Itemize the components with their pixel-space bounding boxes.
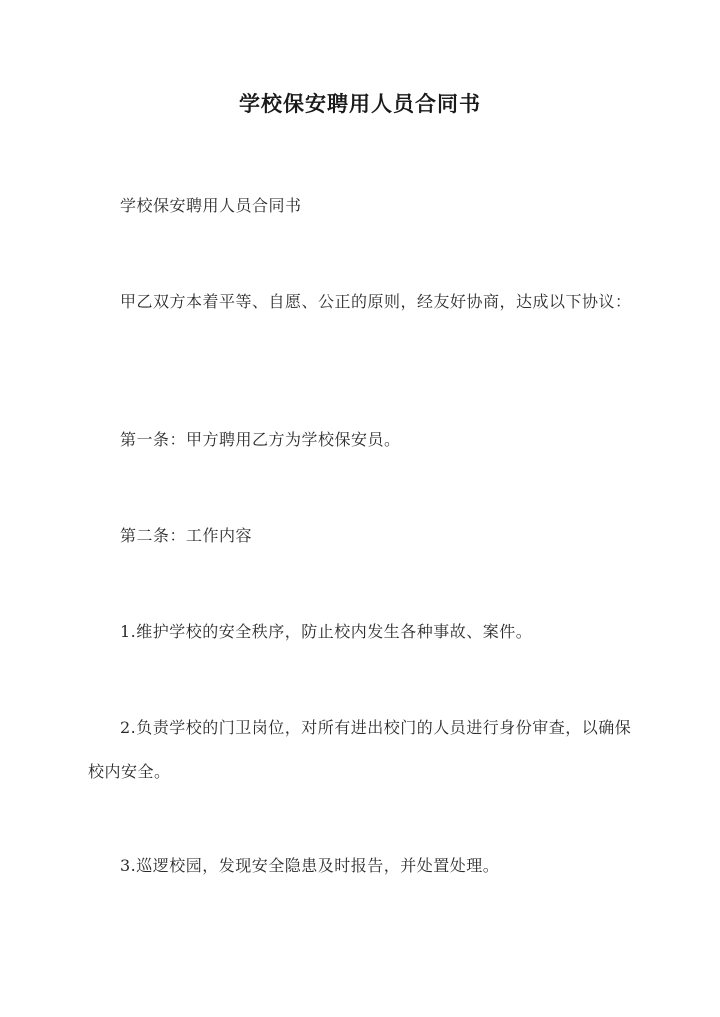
paragraph-article-2: 第二条：工作内容 [120,526,253,545]
paragraph-article-1: 第一条：甲方聘用乙方为学校保安员。 [120,430,401,449]
paragraph-item-1: 1.维护学校的安全秩序，防止校内发生各种事故、案件。 [120,622,533,641]
document-title: 学校保安聘用人员合同书 [239,91,481,116]
paragraph-item-2: 2.负责学校的门卫岗位，对所有进出校门的人员进行身份审查，以确保校内安全。 [88,718,632,781]
paragraph-item-3: 3.巡逻校园，发现安全隐患及时报告，并处置处理。 [120,856,500,875]
paragraph-preamble: 甲乙双方本着平等、自愿、公正的原则，经友好协商，达成以下协议： [120,292,632,311]
paragraph-subtitle: 学校保安聘用人员合同书 [120,196,302,215]
